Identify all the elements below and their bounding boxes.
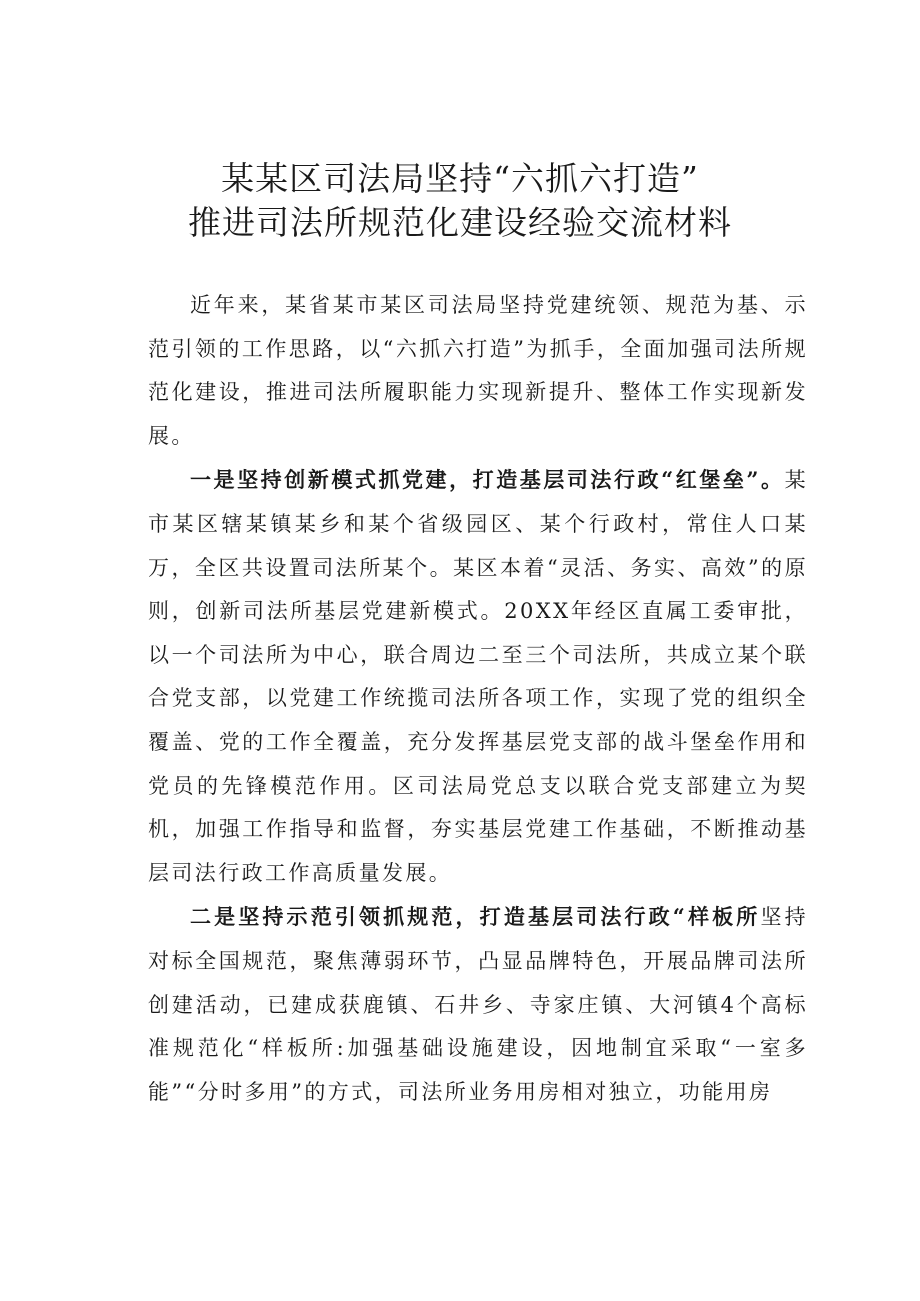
document-body (148, 284, 808, 1114)
paragraph-standardization (148, 895, 808, 1114)
paragraph-lead: 二是坚持示范引领抓规范，打造基层司法行政“样板所 (190, 904, 761, 930)
paragraph-party-building (148, 458, 808, 895)
paragraph-intro (148, 284, 808, 458)
document-title-line-2: 推进司法所规范化建设经验交流材料 (188, 203, 732, 242)
paragraph-text: 坚持对标全国规范，聚焦薄弱环节，凸显品牌特色，开展品牌司法所创建活动，已建成获鹿镇、石井乡、寺家庄镇、大河镇4个高标准规范化“样板所:加强基础设施建设，因地制宜采取“一室多能”“分时多用”的方式，司法所业务用房相对独立，功能用房 (148, 905, 808, 1104)
paragraph-lead: 一是坚持创新模式抓党建，打造基层司法行政“红堡垒”。 (190, 467, 785, 493)
paragraph-text: 近年来，某省某市某区司法局坚持党建统领、规范为基、示范引领的工作思路，以“六抓六打造”为抓手，全面加强司法所规范化建设，推进司法所履职能力实现新提升、整体工作实现新发展。 (148, 293, 808, 448)
paragraph-text: 某市某区辖某镇某乡和某个省级园区、某个行政村，常住人口某万，全区共设置司法所某个。某区本着“灵活、务实、高效”的原则，创新司法所基层党建新模式。20XX年经区直属工委审批，以一个司法所为中心，联合周边二至三个司法所，共成立某个联合党支部，以党建工作统揽司法所各项工作，实现了党的组织全覆盖、党的工作全覆盖，充分发挥基层党支部的战斗堡垒作用和党员的先锋模范作用。区司法局党总支以联合党支部建立为契机，加强工作指导和监督，夯实基层党建工作基础，不断推动基层司法行政工作高质量发展。 (148, 468, 808, 885)
document-title-line-1: 某某区司法局坚持“六抓六打造” (221, 159, 699, 198)
